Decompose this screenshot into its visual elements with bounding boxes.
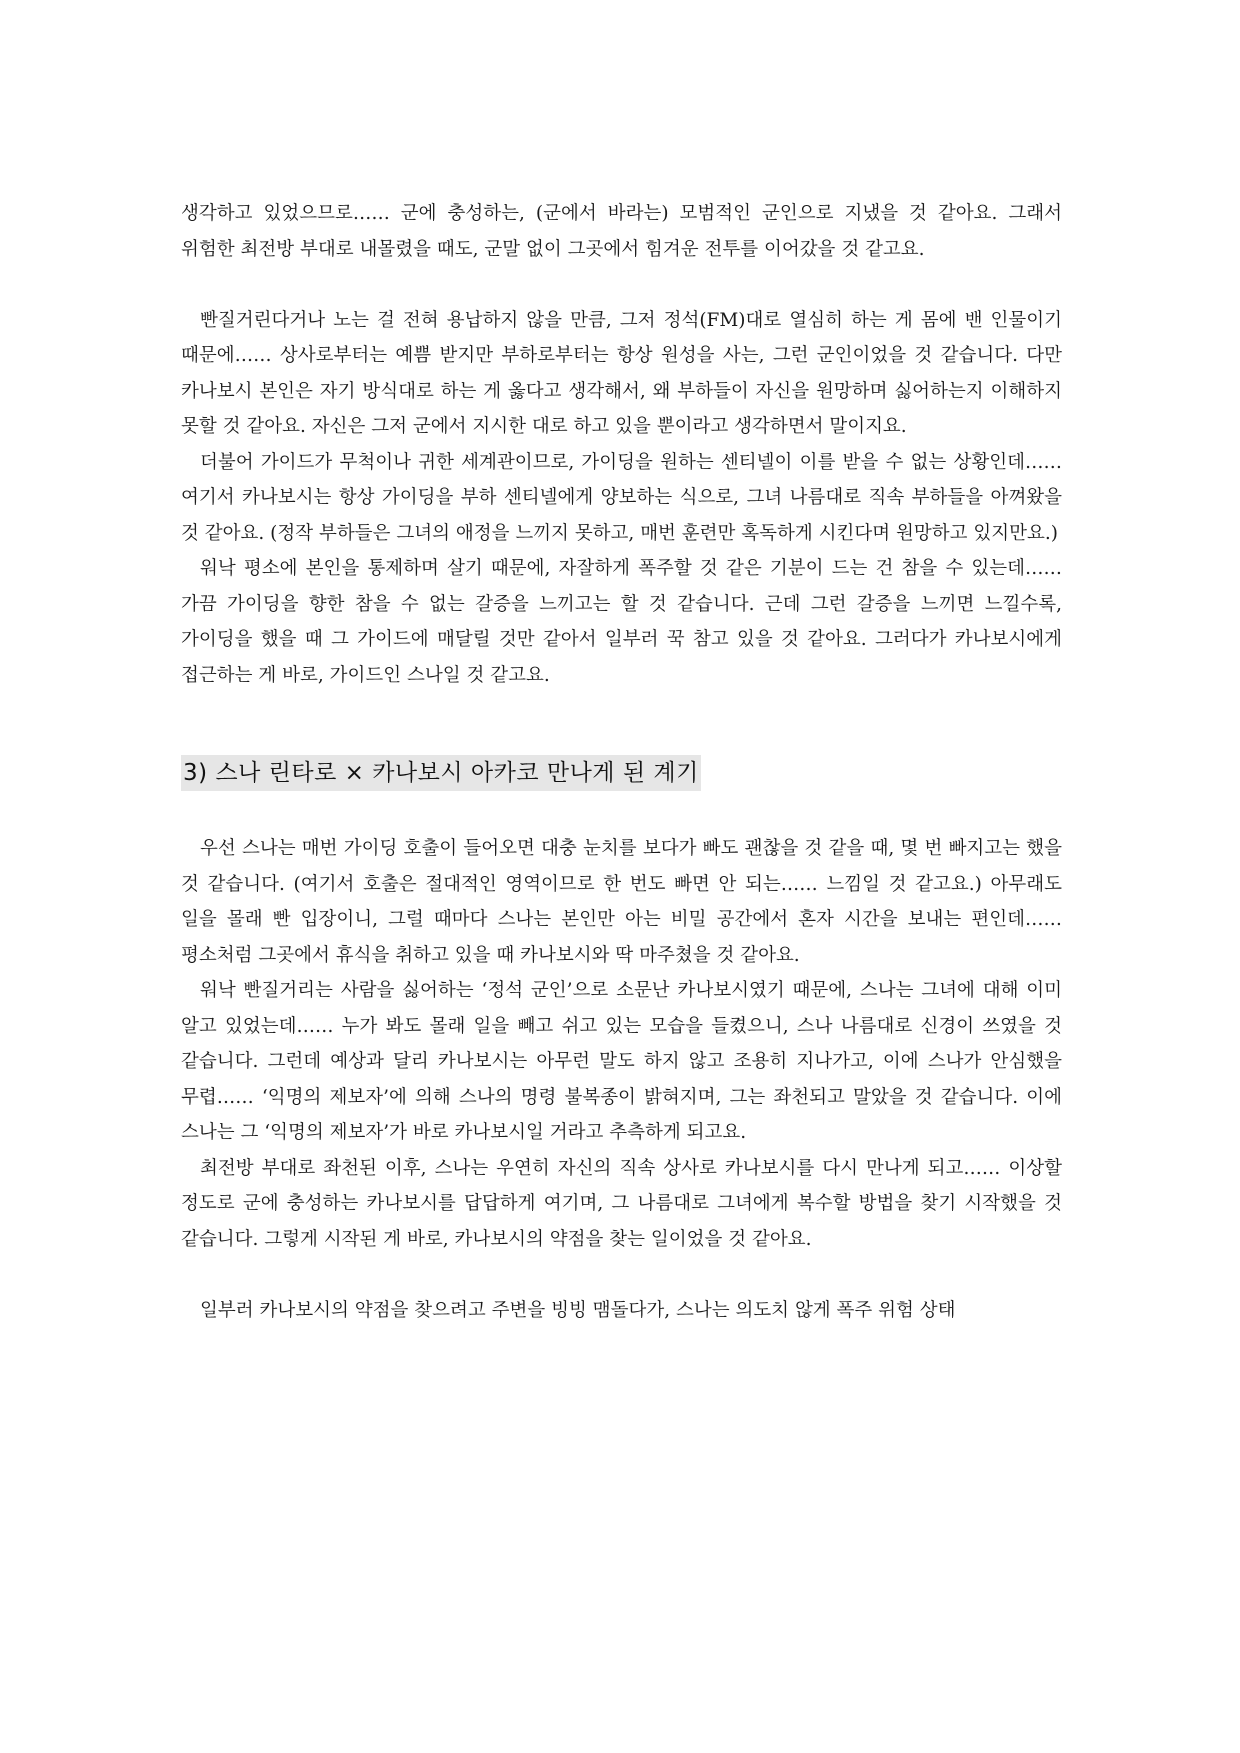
document-page [181, 196, 1062, 1328]
paragraph: 일부러 카나보시의 약점을 찾으려고 주변을 빙빙 맴돌다가, 스나는 의도치 않게 폭주 위험 상태 [200, 1299, 956, 1321]
paragraph: 우선 스나는 매번 가이딩 호출이 들어오면 대충 눈치를 보다가 빠도 괜찮을 것 같을 때, 몇 번 빠지고는 했을 것 같습니다. (여기서 호출은 절대적인 영역이므로 한 번도 빠면 안 되는…… 느낌일 것 같고요.) 아무래도 일을 몰래 빤 입장이니, 그럴 때마다 스나는 본인만 아는 비밀 공간에서 혼자 시간을 보내는 편인데…… 평소처럼 그곳에서 휴식을 취하고 있을 때 카나보시와 딱 마주쳤을 것 같아요. [181, 838, 1062, 966]
paragraph-gap [181, 267, 1062, 303]
paragraph: 빤질거린다거나 노는 걸 전혀 용납하지 않을 만큼, 그저 정석(FM)대로 열심히 하는 게 몸에 밴 인물이기 때문에…… 상사로부터는 예쁨 받지만 부하로부터는 항상 원성을 사는, 그런 군인이었을 것 같습니다. 다만 카나보시 본인은 자기 방식대로 하는 게 옳다고 생각해서, 왜 부하들이 자신을 원망하며 싫어하는지 이해하지 못할 것 같아요. 자신은 그저 군에서 지시한 대로 하고 있을 뿐이라고 생각하면서 말이지요. [181, 309, 1062, 437]
paragraph: 워낙 빤질거리는 사람을 싫어하는 ‘정석 군인’으로 소문난 카나보시였기 때문에, 스나는 그녀에 대해 이미 알고 있었는데…… 누가 봐도 몰래 일을 빼고 쉬고 있는 모습을 들켰으니, 스나 나름대로 신경이 쓰였을 것 같습니다. 그런데 예상과 달리 카나보시는 아무런 말도 하지 않고 조용히 지나가고, 이에 스나가 안심했을 무렵…… ‘익명의 제보자’에 의해 스나의 명령 불복종이 밝혀지며, 그는 좌천되고 말았을 것 같습니다. 이에 스나는 그 ‘익명의 제보자’가 바로 카나보시일 거라고 추측하게 되고요. [181, 980, 1062, 1143]
paragraph-gap [181, 1257, 1062, 1293]
section-heading-block [181, 755, 1062, 791]
paragraph: 더불어 가이드가 무척이나 귀한 세계관이므로, 가이딩을 원하는 센티넬이 이를 받을 수 없는 상황인데…… 여기서 카나보시는 항상 가이딩을 부하 센티넬에게 양보하는 식으로, 그녀 나름대로 직속 부하들을 아껴왔을 것 같아요. (정작 부하들은 그녀의 애정을 느끼지 못하고, 매번 훈련만 혹독하게 시킨다며 원망하고 있지만요.) [181, 451, 1062, 544]
section-heading: 3) 스나 린타로 × 카나보시 아카코 만나게 된 계기 [181, 755, 701, 791]
paragraph-continuation: 생각하고 있었으므로…… 군에 충성하는, (군에서 바라는) 모범적인 군인으로 지냈을 것 같아요. 그래서 위험한 최전방 부대로 내몰렸을 때도, 군말 없이 그곳에서 힘겨운 전투를 이어갔을 것 같고요. [181, 203, 1062, 260]
paragraph: 워낙 평소에 본인을 통제하며 살기 때문에, 자잘하게 폭주할 것 같은 기분이 드는 건 참을 수 있는데…… 가끔 가이딩을 향한 참을 수 없는 갈증을 느끼고는 할 것 같습니다. 근데 그런 갈증을 느끼면 느낄수록, 가이딩을 했을 때 그 가이드에 매달릴 것만 같아서 일부러 꾹 참고 있을 것 같아요. 그러다가 카나보시에게 접근하는 게 바로, 가이드인 스나일 것 같고요. [181, 558, 1063, 686]
section-gap [181, 693, 1062, 755]
paragraph: 최전방 부대로 좌천된 이후, 스나는 우연히 자신의 직속 상사로 카나보시를 다시 만나게 되고…… 이상할 정도로 군에 충성하는 카나보시를 답답하게 여기며, 그 나름대로 그녀에게 복수할 방법을 찾기 시작했을 것 같습니다. 그렇게 시작된 게 바로, 카나보시의 약점을 찾는 일이었을 것 같아요. [181, 1157, 1062, 1250]
